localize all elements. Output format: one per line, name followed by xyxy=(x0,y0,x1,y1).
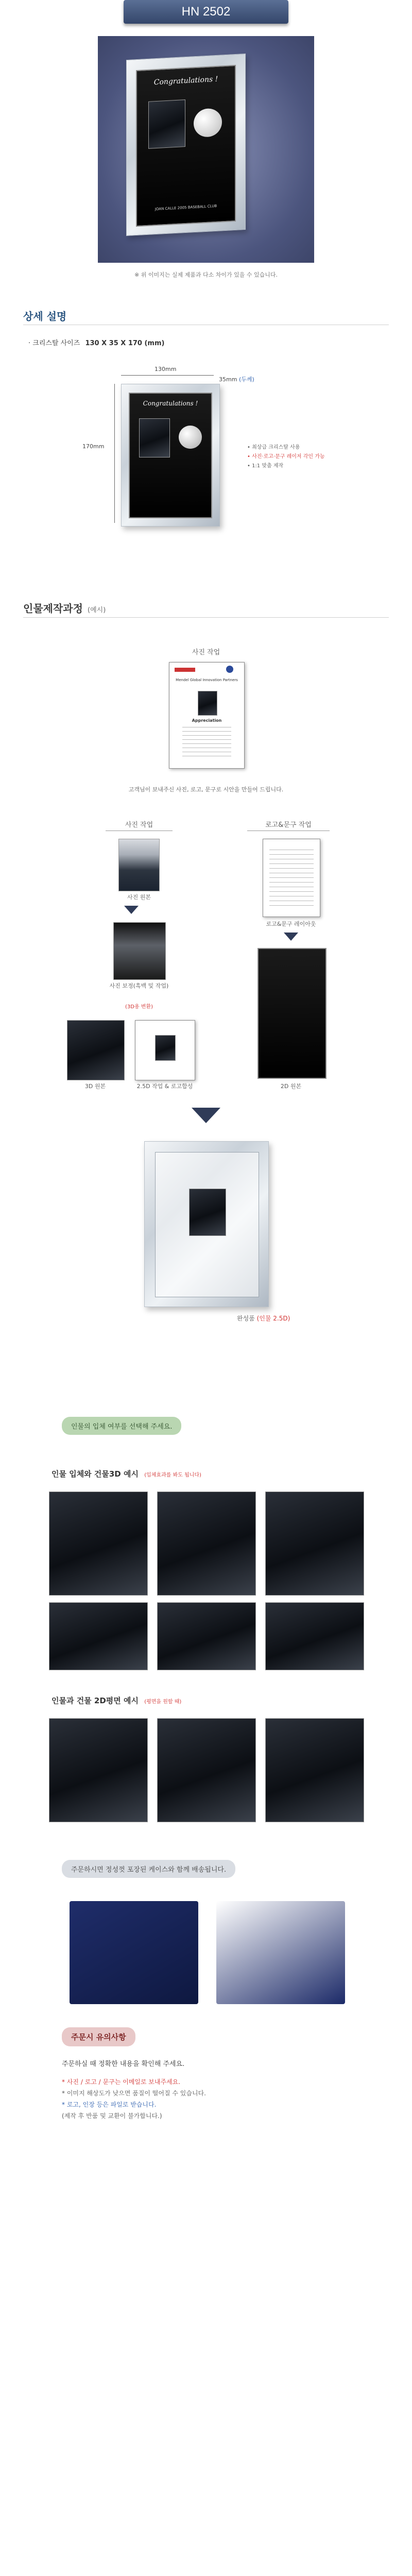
process-left-caption-2: 사진 보정(흑백 및 작업) xyxy=(109,982,169,989)
process-middle-doc xyxy=(135,1020,195,1080)
option-2d-title: 인물과 건물 2D평면 예시 xyxy=(52,1696,139,1705)
process-logo-doc xyxy=(263,839,320,917)
model-number: HN 2502 xyxy=(181,5,231,19)
process-left-col-title: 사진 작업 xyxy=(125,821,153,829)
process-doc-photo xyxy=(198,691,217,716)
process-doc-logo xyxy=(175,668,195,672)
example-2d-1 xyxy=(49,1718,148,1822)
option-2d-heading xyxy=(52,1695,181,1706)
notice-list xyxy=(62,2076,350,2122)
process-right-col-title: 로고&문구 작업 xyxy=(265,821,312,829)
gift-box-2 xyxy=(216,1901,345,2004)
process-photo-retouched xyxy=(113,922,166,980)
detail-crystal xyxy=(121,384,220,527)
process-photo-3d xyxy=(67,1020,125,1080)
process-left-caption-3: 3D 원본 xyxy=(84,1083,106,1090)
process-left-caption-1: 사진 원본 xyxy=(127,894,151,901)
detail-note-1: • 최상급 크리스탈 사용 xyxy=(247,445,300,450)
process-left-caption-note: (3D용 변환) xyxy=(125,1004,153,1010)
hero-caption: ※ 위 이미지는 실제 제품과 다소 차이가 있을 수 있습니다. xyxy=(134,272,278,278)
notice-title: 주문시 유의사항 xyxy=(62,2027,135,2046)
process-arrow-right xyxy=(284,933,298,941)
detail-plate-title: Congratulations ! xyxy=(143,400,198,407)
hero-plate-ball xyxy=(194,108,222,138)
gift-pill: 주문하시면 정성껏 포장된 케이스와 함께 배송됩니다. xyxy=(62,1860,235,1878)
detail-notes xyxy=(247,443,381,471)
dim-depth-note: (두께) xyxy=(238,376,254,383)
dim-width-label: 130mm xyxy=(154,366,177,372)
process-title-line xyxy=(23,600,106,615)
dim-depth-line xyxy=(219,375,254,383)
detail-note-3: • 1:1 맞춤 제작 xyxy=(247,463,284,469)
process-final-photo xyxy=(189,1189,226,1236)
notice-item-3: * 로고, 인장 등은 파일로 받습니다. xyxy=(62,2101,157,2108)
process-title-note: (예시) xyxy=(88,606,106,614)
hero-plate-subtitle: JOAN CALLE 2005 BASEBALL CLUB xyxy=(154,204,217,212)
process-final-caption xyxy=(237,1314,290,1323)
notice-intro: 주문하실 때 정확한 내용을 확인해 주세요. xyxy=(62,2060,185,2068)
notice-item-4: (제작 후 반품 및 교환이 불가합니다.) xyxy=(62,2112,162,2120)
process-step1-label: 사진 작업 xyxy=(192,649,220,656)
example-3d-2 xyxy=(157,1492,256,1596)
process-photo-original xyxy=(118,839,160,891)
option-3d-note: (입체효과를 봐도 됩니다) xyxy=(144,1472,201,1478)
process-middle-photo xyxy=(155,1035,176,1061)
dim-height-label: 170mm xyxy=(82,443,105,450)
process-final-label: 완성품 xyxy=(237,1315,255,1322)
detail-plate-ball xyxy=(179,426,202,449)
process-arrow-1 xyxy=(124,906,139,914)
process-final-plate xyxy=(155,1152,259,1297)
process-2d-plate xyxy=(258,948,327,1079)
hero-plate-photo xyxy=(148,99,185,149)
hero-crystal xyxy=(126,54,246,236)
notice-item-2: * 이미지 해상도가 낮으면 품질이 떨어질 수 있습니다. xyxy=(62,2090,206,2097)
process-title: 인물제작과정 xyxy=(23,602,83,615)
hero-plate-title: Congratulations ! xyxy=(153,75,218,87)
example-3d-4 xyxy=(49,1602,148,1670)
gift-box-1 xyxy=(70,1901,198,2004)
detail-plate xyxy=(129,393,212,518)
dim-width-line xyxy=(121,375,214,376)
process-title-rule xyxy=(23,617,389,618)
process-right-caption-1: 로고&문구 레이아웃 xyxy=(266,921,316,927)
detail-size-prefix: · 크리스탈 사이즈 xyxy=(28,340,80,347)
example-2d-3 xyxy=(265,1718,364,1822)
option-3d-heading xyxy=(52,1468,201,1479)
hero-plate xyxy=(136,65,236,227)
example-3d-5 xyxy=(157,1602,256,1670)
process-doc-header: Mendel Global Innovation Partners xyxy=(176,678,238,682)
option-3d-title: 인물 입체와 건물3D 예시 xyxy=(52,1469,139,1479)
process-right-caption-2: 2D 원본 xyxy=(280,1083,302,1090)
dim-depth-label: 35mm xyxy=(219,376,237,383)
process-doc xyxy=(169,662,245,769)
process-arrow-final xyxy=(192,1108,220,1123)
process-final-crystal xyxy=(144,1141,269,1307)
example-3d-1 xyxy=(49,1492,148,1596)
detail-size-value: 130 X 35 X 170 (mm) xyxy=(85,340,165,347)
example-3d-3 xyxy=(265,1492,364,1596)
process-logo-doc-lines xyxy=(269,850,314,906)
process-doc-name: Appreciation xyxy=(192,718,222,723)
dim-height-line xyxy=(114,384,115,523)
process-doc-seal xyxy=(226,666,233,673)
option-2d-note: (평면을 원할 때) xyxy=(144,1699,182,1705)
process-desc: 고객님이 보내주신 사진, 로고, 문구로 시안을 만들어 드립니다. xyxy=(128,786,284,793)
process-doc-lines xyxy=(182,727,231,758)
model-header xyxy=(124,0,288,24)
example-3d-6 xyxy=(265,1602,364,1670)
option-pill: 인물의 입체 여부를 선택해 주세요. xyxy=(62,1417,181,1435)
example-2d-2 xyxy=(157,1718,256,1822)
detail-note-2: • 사진·로고·문구 레이저 각인 가능 xyxy=(247,454,325,460)
process-middle-caption: 2.5D 작업 & 로고합성 xyxy=(136,1083,193,1090)
detail-title: 상세 설명 xyxy=(23,310,67,323)
process-final-note: (인물 2.5D) xyxy=(256,1315,290,1322)
detail-plate-photo xyxy=(139,418,170,457)
notice-item-1: * 사진 / 로고 / 문구는 이메일로 보내주세요. xyxy=(62,2078,181,2086)
detail-size-line xyxy=(28,337,164,347)
